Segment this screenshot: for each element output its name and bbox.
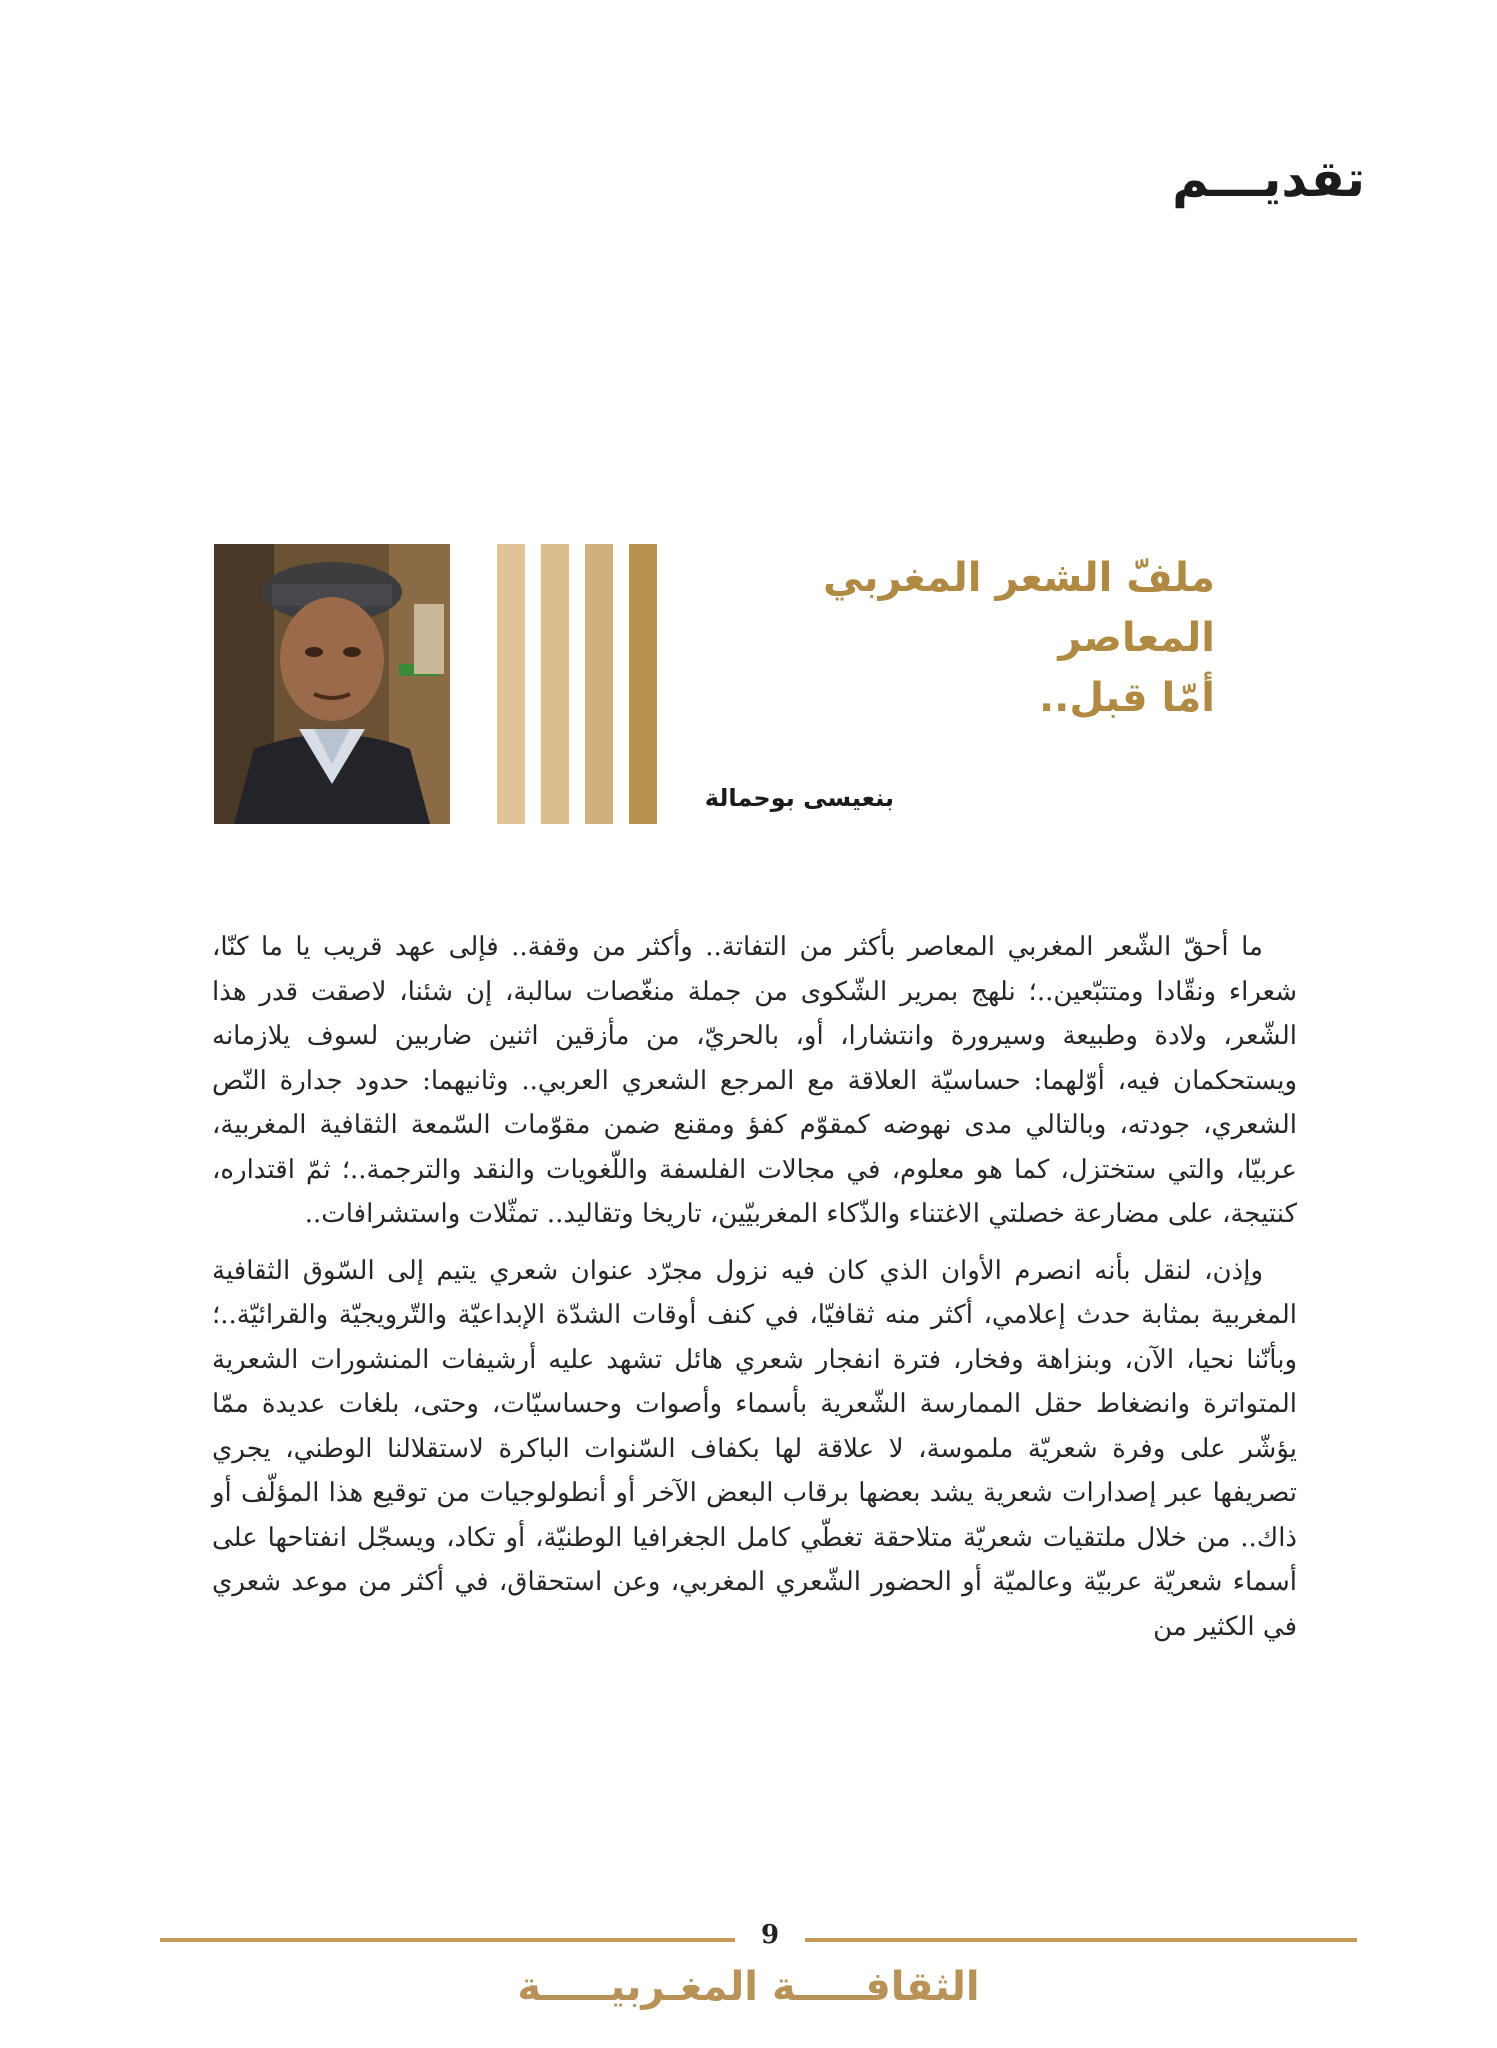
stripe-1 xyxy=(497,544,525,824)
article-body xyxy=(212,925,1297,1661)
article-title-line2: أمّا قبل.. xyxy=(1038,675,1215,721)
article-title xyxy=(655,548,1215,728)
author-photo xyxy=(214,544,450,824)
stripe-4 xyxy=(629,544,657,824)
magazine-name: الثقافـــــة المغـربيـــــة xyxy=(517,1964,980,2010)
author-name: بنعيسى بوحمالة xyxy=(704,784,894,812)
body-paragraph-2: وإذن، لنقل بأنه انصرم الأوان الذي كان فيه نزول مجرّد عنوان شعري يتيم إلى السّوق الثقافية المغربية بمثابة حدث إعلامي، أكثر منه ثقافيّا، في كنف أوقات الشدّة الإبداعيّة والتّرويجيّة والقرائيّة..؛ وبأنّنا نحيا، الآن، وبنزاهة وفخار، فترة انفجار شعري هائل تشهد عليه أرشيفات المنشورات الشعرية المتواترة وانضغاط حقل الممارسة الشّعرية بأسماء وأصوات وحساسيّات، وحتى، بلغات عديدة ممّا يؤشّر على وفرة شعريّة ملموسة، لا علاقة لها بكفاف السّنوات الباكرة لاستقلالنا الوطني، يجري تصريفها عبر إصدارات شعرية يشد بعضها برقاب البعض الآخر أو أنطولوجيات من توقيع هذا المؤلّف أو ذاك.. من خلال ملتقيات شعريّة متلاحقة تغطّي كامل الجغرافيا الوطنيّة، أو تكاد، ويسجّل انفتاحها على أسماء شعريّة عربيّة وعالميّة أو الحضور الشّعري المغربي، وعن استحقاق، في أكثر من موعد شعري في الكثير من xyxy=(212,1255,1297,1642)
section-heading: تقديـــم xyxy=(1172,150,1365,208)
decorative-stripes xyxy=(497,544,657,824)
footer-rule-left xyxy=(160,1938,735,1942)
stripe-3 xyxy=(585,544,613,824)
stripe-2 xyxy=(541,544,569,824)
article-title-line1: ملفّ الشعر المغربي المعاصر xyxy=(823,555,1215,661)
page-number: 9 xyxy=(760,1920,780,1950)
footer-rule-right xyxy=(805,1938,1357,1942)
body-paragraph-1: ما أحقّ الشّعر المغربي المعاصر بأكثر من التفاتة.. وأكثر من وقفة.. فإلى عهد قريب يا ما كنّا، شعراء ونقّادا ومتتبّعين..؛ نلهج بمرير الشّكوى من جملة منغّصات سالبة، إن شئنا، لاصقت قدر هذا الشّعر، ولادة وطبيعة وسيرورة وانتشارا، أو، بالحريّ، من مأزقين اثنين ضاربين لسوف يلازمانه ويستحكمان فيه، أوّلهما: حساسيّة العلاقة مع المرجع الشعري العربي.. وثانيهما: حدود جدارة النّص الشعري، جودته، وبالتالي مدى نهوضه كمقوّم كفؤ ومقنع ضمن مقوّمات السّمعة الثقافية المغربية، عربيّا، والتي ستختزل، كما هو معلوم، في مجالات الفلسفة واللّغويات والنقد والترجمة..؛ ثمّ اقتداره، كنتيجة، على مضارعة خصلتي الاغتناء والذّكاء المغربيّين، تاريخا وتقاليد.. تمثّلات واستشرافات.. xyxy=(212,932,1297,1229)
